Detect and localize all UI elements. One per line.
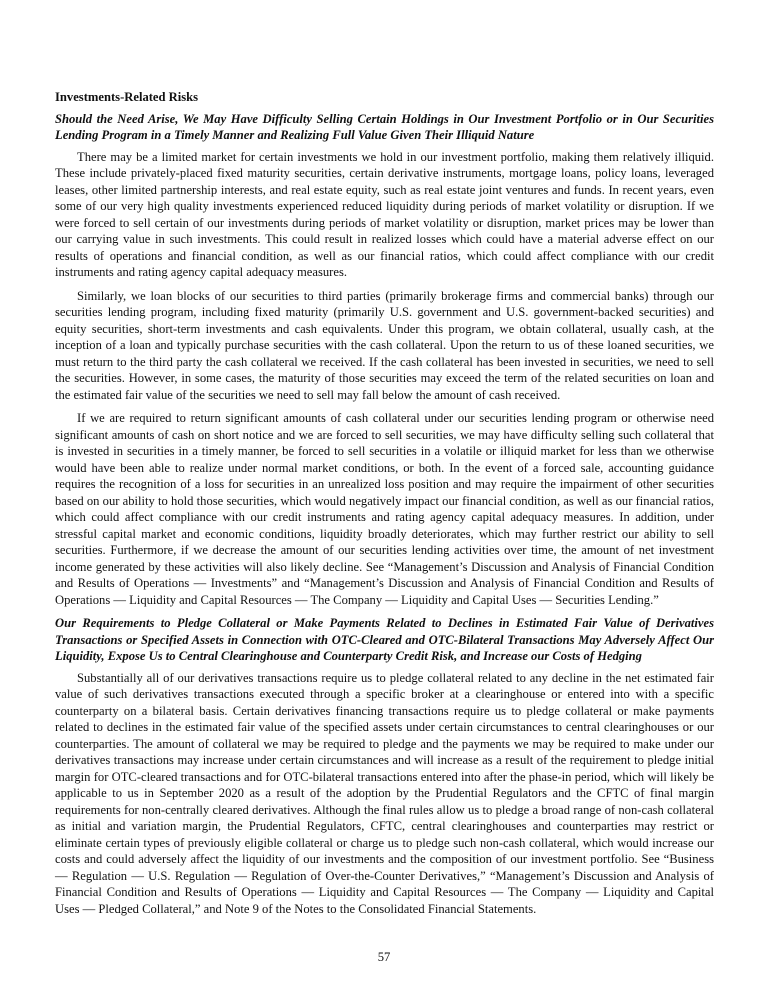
document-body [55,89,714,924]
paragraph: There may be a limited market for certain investments we hold in our investment portfolio, making them relatively illiquid. These include privately-placed fixed maturity securities, certain derivative instruments, mortgage loans, policy loans, leveraged leases, other limited partnership interests, and real estate equity, such as real estate joint ventures and funds. In recent years, even some of our very high quality investments experienced reduced liquidity during periods of market volatility or disruption. If we were forced to sell certain of our investments during periods of market volatility or disruption, market prices may be lower than our carrying value in such investments. This could result in realized losses which could have a material adverse effect on our results of operations and financial condition, as well as our financial ratios, which could affect compliance with our credit instruments and rating agency capital adequacy measures. [55,149,714,279]
paragraph: Substantially all of our derivatives transactions require us to pledge collateral related to any decline in the net estimated fair value of such derivatives transactions executed through a specific broker at a clearinghouse or entered into with a specific counterparty on a bilateral basis. Certain derivatives financing transactions require us to pledge collateral or make payments related to declines in the estimated fair value of the specified assets under certain circumstances to central clearinghouses or our counterparties. The amount of collateral we may be required to pledge and the payments we may be required to make under our derivatives transactions may increase under certain circumstances and will increase as a result of the requirement to pledge initial margin for OTC-cleared transactions and for OTC-bilateral transactions entered into after the phase-in period, which will likely be applicable to us in September 2020 as a result of the adoption by the Prudential Regulators and the CFTC of final margin requirements for non-centrally cleared derivatives. Although the final rules allow us to pledge a broad range of non-cash collateral as initial and variation margin, the Prudential Regulators, CFTC, central clearinghouses and counterparties may restrict or eliminate certain types of previously eligible collateral or charge us to pledge such non-cash collateral, which would increase our costs and could adversely affect the liquidity of our investments and the composition of our investment portfolio. See “Business — Regulation — U.S. Regulation — Regulation of Over-the-Counter Derivatives,” “Management’s Discussion and Analysis of Financial Condition and Results of Operations — Liquidity and Capital Resources — The Company — Liquidity and Capital Uses — Pledged Collateral,” and Note 9 of the Notes to the Consolidated Financial Statements. [55,670,714,916]
paragraph: If we are required to return significant amounts of cash collateral under our securities lending program or otherwise need significant amounts of cash on short notice and we are forced to sell securities, we may have difficulty selling such collateral that is invested in securities in a timely manner, be forced to sell securities in a volatile or illiquid market for less than we otherwise would have been able to realize under normal market conditions, or both. In the event of a forced sale, accounting guidance requires the recognition of a loss for securities in an unrealized loss position and may require the impairment of other securities based on our ability to hold those securities, which would negatively impact our financial condition, as well as our financial ratios, which could affect compliance with our credit instruments and rating agency capital adequacy measures. In addition, under stressful capital market and economic conditions, liquidity broadly deteriorates, which may further restrict our ability to sell securities. Furthermore, if we decrease the amount of our securities lending activities over time, the amount of net investment income generated by these activities will also likely decline. See “Management’s Discussion and Analysis of Financial Condition and Results of Operations — Investments” and “Management’s Discussion and Analysis of Financial Condition and Results of Operations — Liquidity and Capital Resources — The Company — Liquidity and Capital Uses — Securities Lending.” [55,411,714,607]
risk-title: Our Requirements to Pledge Collateral or Make Payments Related to Declines in Estimated Fair Value of Derivatives Transactions or Specified Assets in Connection with OTC-Cleared and OTC-Bilateral Transactions May Adversely Affect Our Liquidity, Expose Us to Central Clearinghouse and Counterparty Credit Risk, and Increase our Costs of Hedging [55,616,714,663]
risk-title: Should the Need Arise, We May Have Difficulty Selling Certain Holdings in Our Investment Portfolio or in Our Securities Lending Program in a Timely Manner and Realizing Full Value Given Their Illiquid Nature [55,111,714,142]
page-number: 57 [377,950,391,964]
risk-factor-pledge-collateral [55,615,714,917]
section-title: Investments-Related Risks [55,90,199,104]
paragraph: Similarly, we loan blocks of our securities to third parties (primarily brokerage firms and commercial banks) through our securities lending program, including fixed maturity (primarily U.S. government and U.S. government-backed securities) and equity securities, short-term investments and cash equivalents. Under this program, we obtain collateral, usually cash, at the inception of a loan and typically purchase securities with the cash collateral. Upon the return to us of these loaned securities, we must return to the third party the cash collateral we received. If the cash collateral has been invested in securities, we need to sell the securities. However, in some cases, the maturity of those securities may exceed the term of the related securities on loan and the estimated fair value of the securities we need to sell may fall below the amount of cash received. [55,288,714,402]
risk-factor-illiquid-holdings [55,111,714,609]
